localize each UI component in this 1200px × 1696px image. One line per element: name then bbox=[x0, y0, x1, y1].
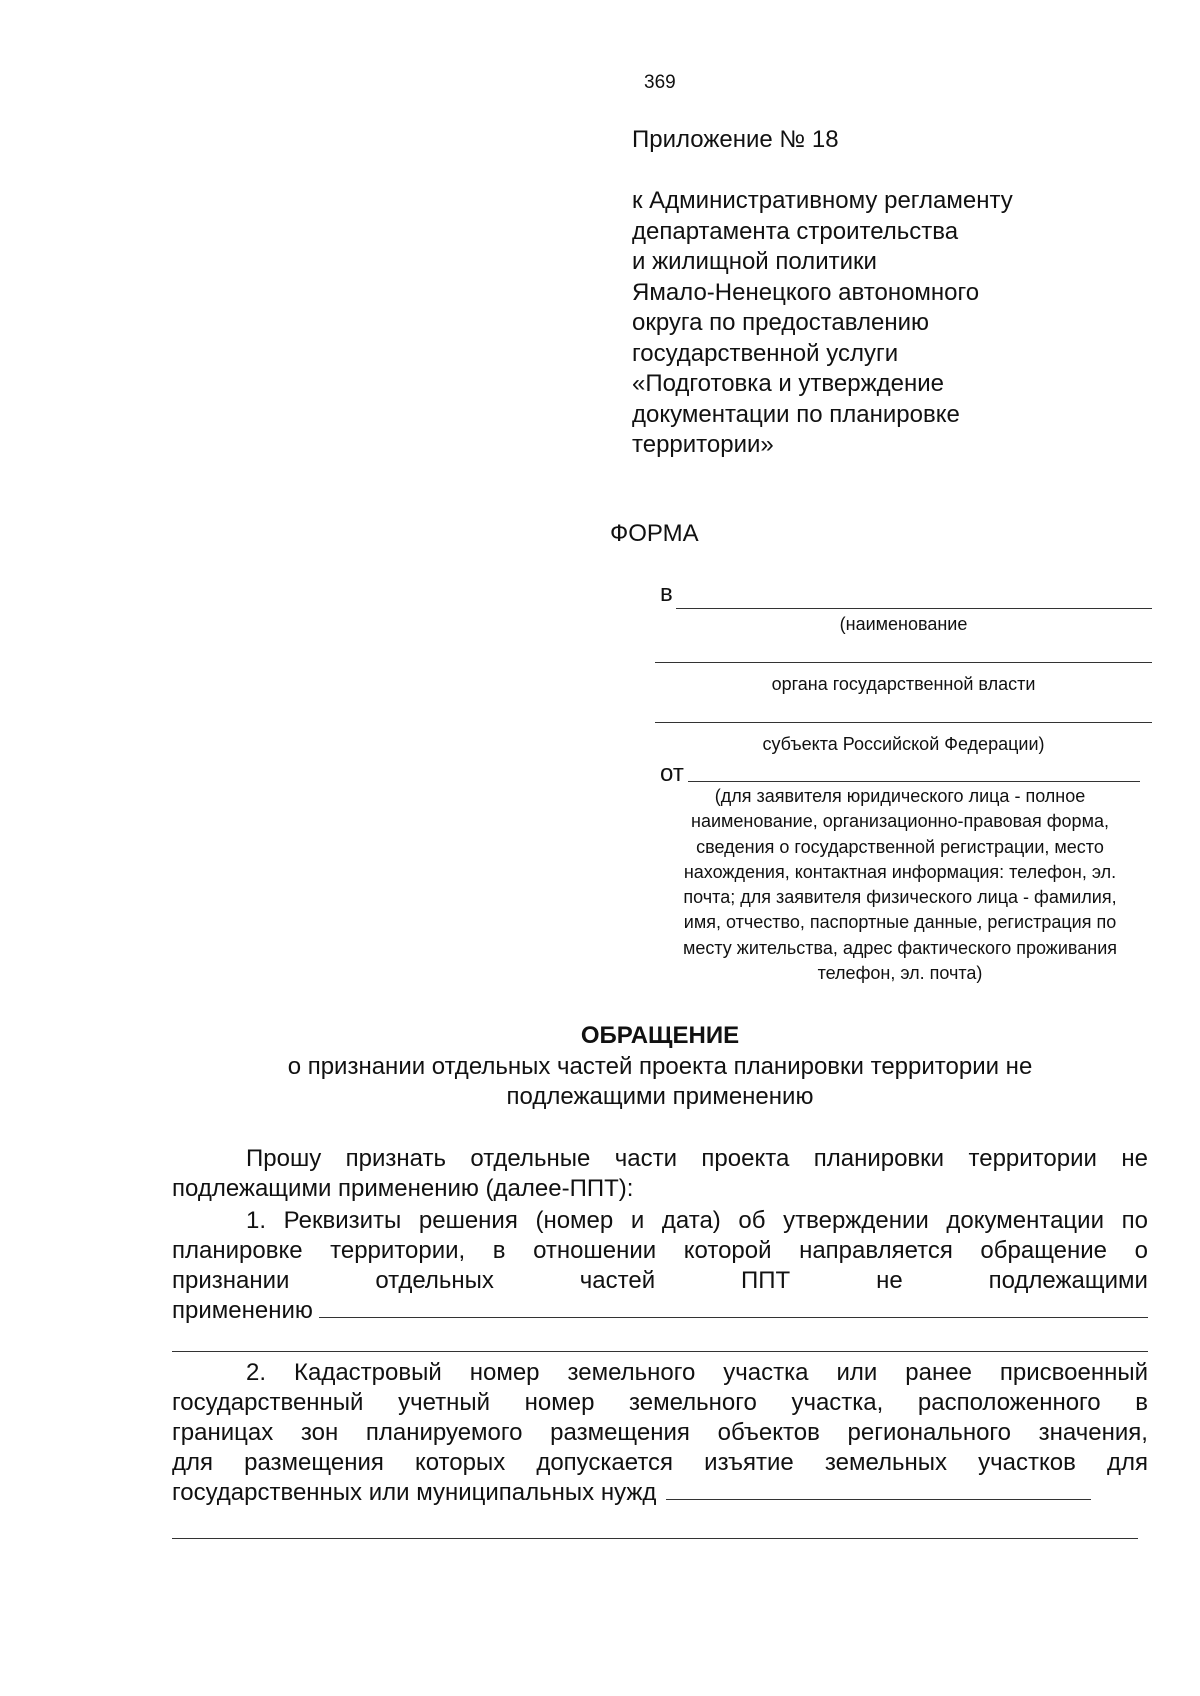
word: присвоенный bbox=[999, 1359, 1148, 1386]
word: не bbox=[1121, 1145, 1148, 1172]
word: территории, bbox=[330, 1237, 466, 1264]
recipient-name-line[interactable] bbox=[676, 608, 1152, 609]
word: о bbox=[1134, 1237, 1148, 1264]
word: ранее bbox=[905, 1359, 972, 1386]
recipient-caption: органа государственной власти bbox=[771, 674, 1036, 694]
word: земельного bbox=[629, 1389, 757, 1416]
recipient-caption: (наименование bbox=[839, 614, 968, 634]
word: изъятие bbox=[704, 1449, 794, 1476]
word: решения bbox=[418, 1207, 518, 1234]
word: территории bbox=[968, 1145, 1097, 1172]
appendix-ref-line: территории» bbox=[632, 431, 774, 458]
word: участка bbox=[723, 1359, 809, 1386]
word: обращение bbox=[980, 1237, 1108, 1264]
appendix-ref-line: и жилищной политики bbox=[632, 248, 877, 275]
word: проекта bbox=[701, 1145, 790, 1172]
cadastral-number-extra-line[interactable] bbox=[172, 1538, 1138, 1539]
word: размещения bbox=[550, 1419, 690, 1446]
applicant-line[interactable] bbox=[688, 781, 1140, 782]
word: отдельные bbox=[470, 1145, 591, 1172]
item-2-line bbox=[172, 1388, 1148, 1418]
applicant-description-line: нахождения, контактная информация: телефон, эл. bbox=[683, 861, 1117, 882]
form-label: ФОРМА bbox=[610, 520, 699, 547]
word: для bbox=[172, 1449, 214, 1476]
applicant-description-line: сведения о государственной регистрации, место bbox=[696, 836, 1104, 857]
word: документации bbox=[946, 1207, 1104, 1234]
word: зон bbox=[300, 1419, 339, 1446]
decision-details-field[interactable] bbox=[319, 1297, 1148, 1318]
word: Кадастровый bbox=[293, 1359, 442, 1386]
applicant-description-line: телефон, эл. почта) bbox=[817, 963, 983, 984]
word: земельных bbox=[824, 1449, 948, 1476]
word: планировке bbox=[172, 1237, 303, 1264]
item-2-line bbox=[172, 1418, 1148, 1448]
word: Прошу bbox=[246, 1145, 322, 1172]
word: направляется bbox=[799, 1237, 953, 1264]
word: не bbox=[876, 1267, 903, 1294]
word: размещения bbox=[244, 1449, 384, 1476]
word: планировки bbox=[813, 1145, 945, 1172]
item-1-line: применению bbox=[172, 1296, 1148, 1326]
word: или bbox=[836, 1359, 878, 1386]
word: 1. bbox=[246, 1207, 267, 1234]
applicant-description bbox=[655, 784, 1145, 986]
word: в bbox=[1135, 1389, 1148, 1416]
document-heading: ОБРАЩЕНИЕ bbox=[580, 1022, 740, 1049]
item-1-line bbox=[172, 1236, 1148, 1266]
item-2-line: государственных или муниципальных нужд bbox=[172, 1478, 1148, 1508]
word: границах bbox=[172, 1419, 274, 1446]
intro-line: подлежащими применению (далее-ППТ): bbox=[172, 1175, 634, 1202]
word: (номер bbox=[535, 1207, 614, 1234]
word: в bbox=[492, 1237, 506, 1264]
word: участков bbox=[978, 1449, 1076, 1476]
appendix-ref-line: государственной услуги bbox=[632, 339, 899, 367]
word: участка, bbox=[791, 1389, 884, 1416]
item-2-line bbox=[172, 1448, 1148, 1478]
appendix-title: Приложение № 18 bbox=[632, 126, 839, 153]
appendix-ref-line: к Административному регламенту bbox=[632, 187, 1013, 214]
applicant-description-line: месту жительства, адрес фактического проживания bbox=[682, 937, 1118, 958]
appendix-reference bbox=[632, 186, 1112, 461]
appendix-ref-line: округа по предоставлению bbox=[632, 309, 929, 336]
word: утверждении bbox=[783, 1207, 929, 1234]
word: ППТ bbox=[741, 1267, 791, 1294]
word: дата) bbox=[661, 1207, 721, 1234]
word: части bbox=[614, 1145, 677, 1172]
word: допускается bbox=[536, 1449, 674, 1476]
word: учетный bbox=[398, 1389, 491, 1416]
word: государственный bbox=[172, 1389, 364, 1416]
word: номер bbox=[524, 1389, 595, 1416]
word: и bbox=[630, 1207, 645, 1234]
word: отдельных bbox=[375, 1267, 494, 1294]
word: подлежащими bbox=[988, 1267, 1148, 1294]
word: признании bbox=[172, 1267, 290, 1294]
applicant-description-line: (для заявителя юридического лица - полное bbox=[714, 786, 1086, 806]
recipient-caption: субъекта Российской Федерации) bbox=[762, 734, 1045, 754]
word: которой bbox=[683, 1237, 772, 1264]
document-subheading bbox=[210, 1052, 1110, 1112]
appendix-ref-line: документации по планировке bbox=[632, 400, 960, 428]
item-1-line bbox=[172, 1206, 1148, 1236]
decision-details-extra-line[interactable] bbox=[172, 1351, 1148, 1352]
appendix-ref-line: департамента строительства bbox=[632, 217, 959, 245]
recipient-subject-line[interactable] bbox=[655, 722, 1152, 723]
word: земельного bbox=[567, 1359, 696, 1386]
word: расположенного bbox=[917, 1389, 1101, 1416]
intro-line bbox=[172, 1144, 1148, 1174]
word: значения, bbox=[1038, 1419, 1148, 1446]
word: объектов bbox=[717, 1419, 820, 1446]
word: регионального bbox=[847, 1419, 1011, 1446]
intro-paragraph bbox=[172, 1144, 1148, 1204]
applicant-description-line: почта; для заявителя физического лица - фамилия, bbox=[683, 887, 1117, 908]
word: об bbox=[738, 1207, 766, 1234]
word: признать bbox=[345, 1145, 446, 1172]
appendix-ref-line: Ямало-Ненецкого автономного bbox=[632, 278, 980, 306]
to-prefix: в bbox=[660, 580, 673, 607]
word: которых bbox=[414, 1449, 506, 1476]
word: по bbox=[1121, 1207, 1148, 1234]
word: для bbox=[1106, 1449, 1148, 1476]
subheading-line: о признании отдельных частей проекта планировки территории не bbox=[287, 1053, 1033, 1080]
subheading-line: подлежащими применению bbox=[506, 1083, 814, 1110]
cadastral-number-field[interactable] bbox=[666, 1479, 1091, 1500]
item-2-line bbox=[172, 1358, 1148, 1388]
word: отношении bbox=[533, 1237, 657, 1264]
recipient-authority-line[interactable] bbox=[655, 662, 1152, 663]
item-2-paragraph bbox=[172, 1358, 1148, 1508]
word: частей bbox=[579, 1267, 656, 1294]
word: номер bbox=[469, 1359, 540, 1386]
from-prefix: от bbox=[660, 760, 684, 787]
word: Реквизиты bbox=[283, 1207, 402, 1234]
applicant-description-line: имя, отчество, паспортные данные, регистрация по bbox=[683, 912, 1117, 933]
item-1-paragraph bbox=[172, 1206, 1148, 1326]
word: планируемого bbox=[365, 1419, 523, 1446]
item-1-line bbox=[172, 1266, 1148, 1296]
applicant-description-line: наименование, организационно-правовая форма, bbox=[691, 811, 1109, 832]
appendix-ref-line: «Подготовка и утверждение bbox=[632, 370, 944, 397]
word: 2. bbox=[246, 1359, 267, 1386]
page-number: 369 bbox=[644, 72, 676, 93]
